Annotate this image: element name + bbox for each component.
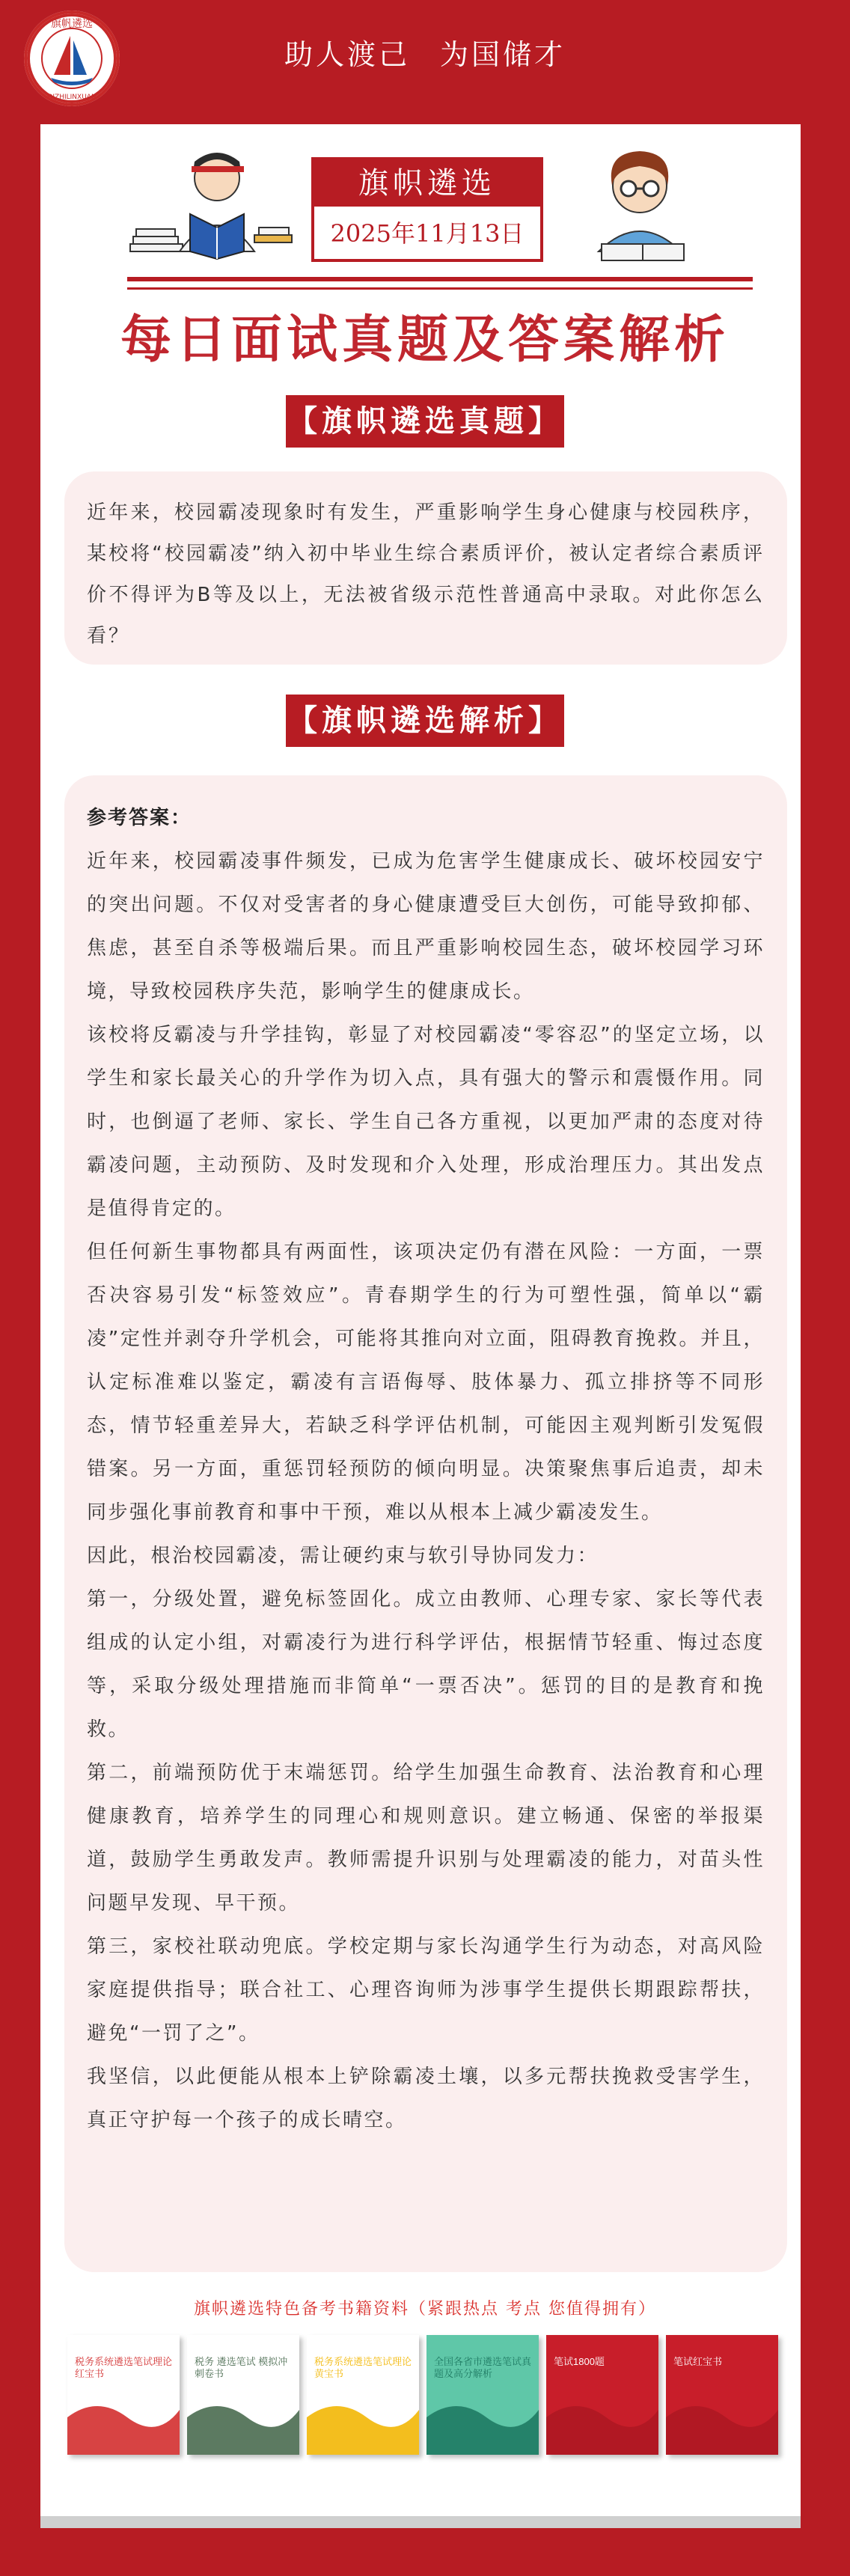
book-title: 笔试1800题 [554, 2356, 605, 2367]
question-heading: 【旗帜遴选真题】 [283, 392, 567, 451]
book-wave-icon [67, 2335, 180, 2455]
book-wave-icon [426, 2335, 539, 2455]
slogan-right: 为国储才 [440, 38, 566, 71]
book-cover[interactable] [546, 2335, 658, 2455]
promo-text: 旗帜遴选特色备考书籍资料（紧跟热点 考点 您值得拥有） [194, 2300, 656, 2319]
book-cover[interactable] [307, 2335, 419, 2455]
book-wave-icon [307, 2335, 419, 2455]
answer-heading: 【旗帜遴选解析】 [283, 692, 567, 750]
answer-box [64, 775, 787, 2272]
slogan-left: 助人渡己 [284, 38, 410, 71]
answer-label: 参考答案： [87, 807, 192, 829]
answer-paragraph: 近年来，校园霸凌事件频发，已成为危害学生健康成长、破坏校园安宁的突出问题。不仅对受害者的身心健康遭受巨大创伤，可能导致抑郁、焦虑，甚至自杀等极端后果。而且严重影响校园生态，破坏校园学习环境，导致校园秩序失范，影响学生的健康成长。 [87, 850, 765, 1003]
badge-date: 2025年11月13日 [330, 219, 525, 248]
question-box [64, 471, 787, 665]
answer-paragraph: 该校将反霸凌与升学挂钩，彰显了对校园霸凌“零容忍”的坚定立场，以学生和家长最关心的升学作为切入点，具有强大的警示和震慑作用。同时，也倒逼了老师、家长、学生自己各方重视，以更加严肃的态度对待霸凌问题，主动预防、及时发现和介入处理，形成治理压力。其出发点是值得肯定的。 [87, 1024, 765, 1220]
book-title: 税务 遴选笔试 模拟冲刺卷书 [195, 2356, 288, 2379]
book-cover[interactable] [426, 2335, 539, 2455]
divider-thick [127, 277, 753, 281]
answer-paragraph: 因此，根治校园霸凌，需让硬约束与软引导协同发力： [87, 1545, 599, 1567]
answer-paragraph: 但任何新生事物都具有两面性，该项决定仍有潜在风险：一方面，一票否决容易引发“标签效应”。青春期学生的行为可塑性强，简单以“霸凌”定性并剥夺升学机会，可能将其推向对立面，阻碍教育挽救。并且，认定标准难以鉴定，霸凌有言语侮辱、肢体暴力、孤立排挤等不同形态，情节轻重差异大，若缺乏科学评估机制，可能因主观判断引发冤假错案。另一方面，重惩罚轻预防的倾向明显。决策聚焦事后追责，却未同步强化事前教育和事中干预，难以从根本上减少霸凌发生。 [87, 1241, 765, 1524]
book-cover[interactable] [666, 2335, 778, 2455]
page-title: 每日面试真题及答案解析 [120, 311, 730, 370]
book-wave-icon [666, 2335, 778, 2455]
logo-sub-text: QIZHILINXUAN [47, 94, 97, 101]
brand-date-badge [311, 157, 543, 262]
book-cover[interactable] [67, 2335, 180, 2455]
divider-thin [127, 287, 753, 290]
badge-brand: 旗帜遴选 [314, 160, 540, 207]
slogan [0, 31, 850, 73]
book-wave-icon [187, 2335, 299, 2455]
paper-shadow [40, 2516, 801, 2528]
book-title: 税务系统遴选笔试理论红宝书 [75, 2356, 173, 2379]
book-title: 税务系统遴选笔试理论黄宝书 [314, 2356, 412, 2379]
question-text: 近年来，校园霸凌现象时有发生，严重影响学生身心健康与校园秩序，某校将“校园霸凌”纳入初中毕业生综合素质评价，被认定者综合素质评价不得评为B等及以上，无法被省级示范性普通高中录取。对此你怎么看？ [87, 501, 765, 647]
book-wave-icon [546, 2335, 658, 2455]
book-gallery [67, 2335, 786, 2462]
answer-paragraph: 第一，分级处置，避免标签固化。成立由教师、心理专家、家长等代表组成的认定小组，对霸凌行为进行科学评估，根据情节轻重、悔过态度等，采取分级处理措施而非简单“一票否决”。惩罚的目的是教育和挽救。 [87, 1588, 765, 1741]
logo-brand-text: 旗帆遴选 [51, 18, 93, 30]
student-girl-illustration-icon [554, 139, 726, 274]
answer-paragraph: 第三，家校社联动兜底。学校定期与家长沟通学生行为动态，对高风险家庭提供指导；联合社工、心理咨询师为涉事学生提供长期跟踪帮扶，避免“一罚了之”。 [87, 1935, 765, 2045]
answer-paragraph: 我坚信，以此便能从根本上铲除霸凌土壤，以多元帮扶挽救受害学生，真正守护每一个孩子的成长晴空。 [87, 2066, 765, 2131]
answer-paragraph: 第二，前端预防优于末端惩罚。给学生加强生命教育、法治教育和心理健康教育，培养学生的同理心和规则意识。建立畅通、保密的举报渠道，鼓励学生勇敢发声。教师需提升识别与处理霸凌的能力，对苗头性问题早发现、早干预。 [87, 1762, 765, 1914]
book-title: 笔试红宝书 [673, 2356, 723, 2367]
book-title: 全国各省市遴选笔试真题及高分解析 [434, 2356, 532, 2379]
student-reading-illustration-icon [127, 139, 299, 274]
book-cover[interactable] [187, 2335, 299, 2455]
